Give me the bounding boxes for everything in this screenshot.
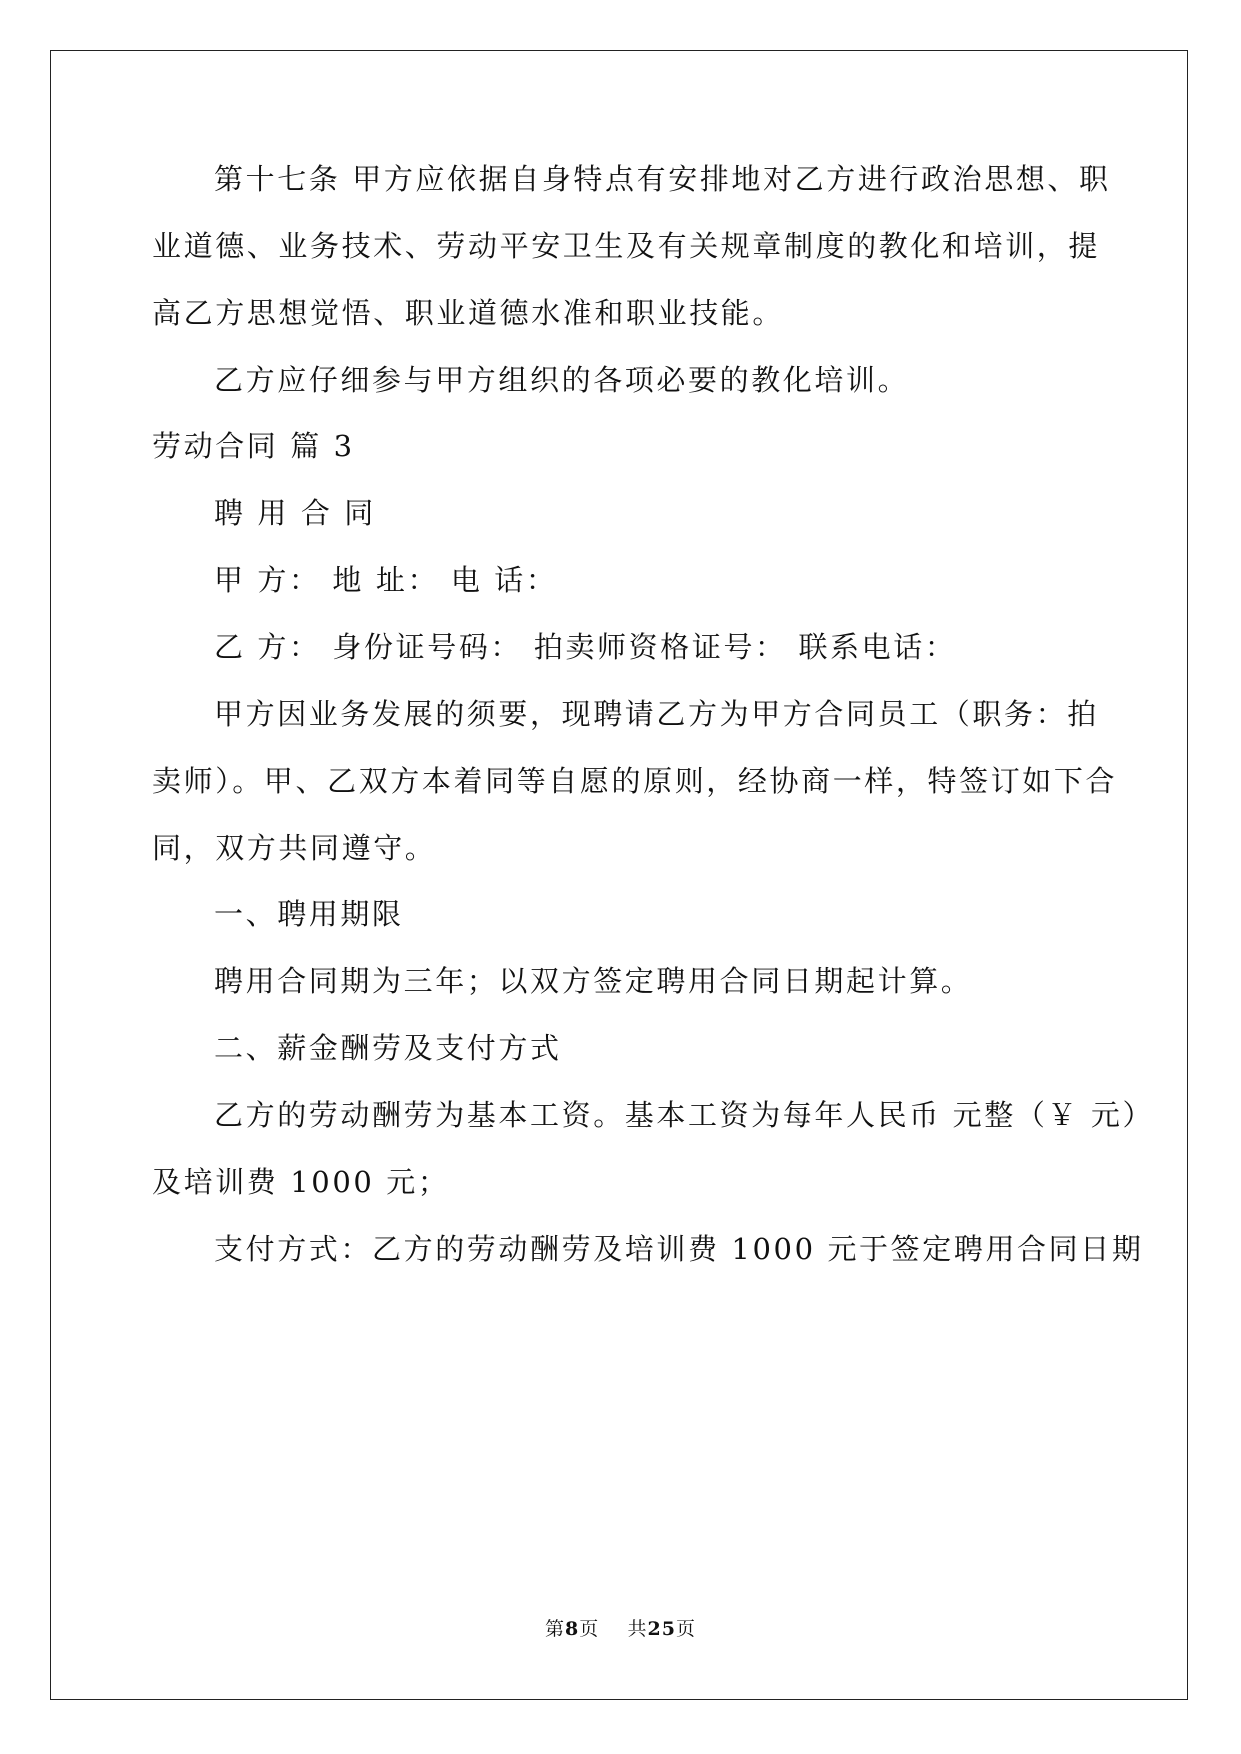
body-line: 乙 方： 身份证号码： 拍卖师资格证号： 联系电话： bbox=[214, 630, 957, 664]
body-line: 高乙方思想觉悟、职业道德水准和职业技能。 bbox=[152, 296, 785, 330]
body-line: 同，双方共同遵守。 bbox=[152, 831, 437, 865]
body-line: 第十七条 甲方应依据自身特点有安排地对乙方进行政治思想、职 bbox=[214, 162, 1111, 196]
body-line: 乙方应仔细参与甲方组织的各项必要的教化培训。 bbox=[214, 363, 910, 397]
page-suffix: 页 bbox=[579, 1618, 600, 1640]
clause-heading: 二、薪金酬劳及支付方式 bbox=[214, 1031, 562, 1065]
body-line: 聘用合同期为三年；以双方签定聘用合同日期起计算。 bbox=[214, 964, 973, 998]
body-line: 支付方式：乙方的劳动酬劳及培训费 1000 元于签定聘用合同日期 bbox=[214, 1232, 1144, 1266]
total-pages: 25 bbox=[647, 1618, 676, 1640]
page-number: 8 bbox=[565, 1618, 580, 1640]
total-suffix: 页 bbox=[675, 1618, 696, 1640]
section-heading: 劳动合同 篇 3 bbox=[152, 429, 355, 463]
body-line: 甲 方： 地 址： 电 话： bbox=[214, 563, 558, 597]
body-line: 业道德、业务技术、劳动平安卫生及有关规章制度的教化和培训，提 bbox=[152, 229, 1101, 263]
page-prefix: 第 bbox=[545, 1618, 566, 1640]
body-line: 及培训费 1000 元； bbox=[152, 1165, 450, 1199]
clause-heading: 一、聘用期限 bbox=[214, 897, 404, 931]
body-line: 卖师）。甲、乙双方本着同等自愿的原则，经协商一样，特签订如下合 bbox=[152, 764, 1118, 798]
body-line: 甲方因业务发展的须要，现聘请乙方为甲方合同员工（职务：拍 bbox=[214, 697, 1099, 731]
total-prefix: 共 bbox=[627, 1618, 648, 1640]
body-line: 乙方的劳动酬劳为基本工资。基本工资为每年人民币 元整（￥ 元） bbox=[214, 1098, 1155, 1132]
page-footer bbox=[0, 1616, 1241, 1642]
contract-title: 聘 用 合 同 bbox=[214, 496, 376, 530]
